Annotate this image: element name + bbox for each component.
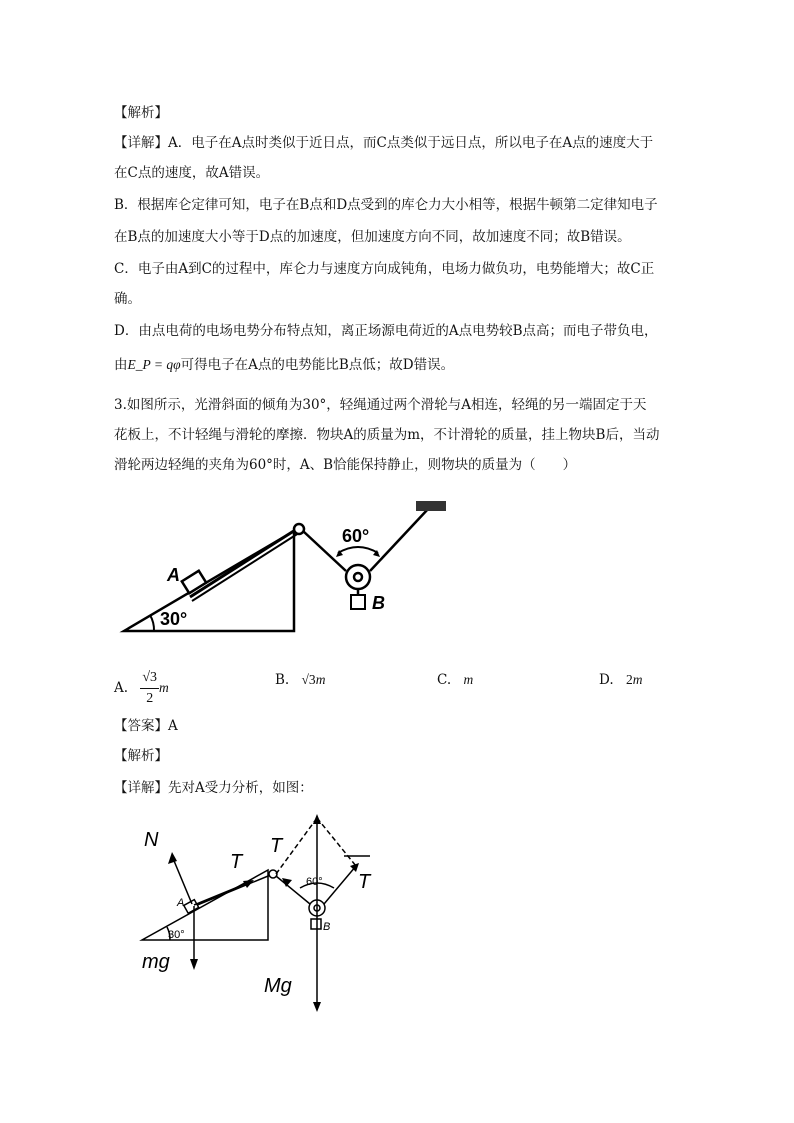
analysis-heading-top: 【解析】 — [114, 105, 168, 121]
label-a: A — [167, 565, 180, 585]
tension-arrow-a — [194, 882, 250, 905]
question-line1: 3.如图所示，光滑斜面的倾角为30°，轻绳通过两个滑轮与A相连，轻绳的另一端固定于天 — [114, 397, 647, 413]
option-a-numerator: √3 — [140, 668, 159, 689]
rope-on-incline — [190, 527, 300, 597]
option-d-var: m — [632, 672, 643, 687]
option-b-letter: B. — [275, 672, 290, 688]
explanation-c-line1: C．电子由A到C的过程中，库仑力与速度方向成钝角，电场力做负功，电势能增大；故C正 — [114, 261, 655, 277]
label-big-mg: Mg — [264, 975, 292, 997]
label-mg: mg — [142, 951, 170, 973]
block-b — [351, 595, 365, 609]
block-b-2 — [311, 919, 321, 929]
explanation-d-line1: D．由点电荷的电场电势分布特点知，离正场源电荷近的A点电势较B点高；而电子带负电， — [114, 323, 658, 339]
incline-angle-label: 30° — [160, 609, 188, 629]
pulley-angle-label-2: 60° — [306, 876, 323, 888]
explanation-c-line2: 确。 — [114, 291, 141, 307]
rope-2 — [190, 874, 273, 908]
explanation-a-line2: 在C点的速度，故A错误。 — [114, 165, 270, 181]
explanation-a-line1: 【详解】A．电子在A点时类似于近日点，而C点类似于远日点，所以电子在A点的速度大于 — [114, 135, 654, 151]
force-analysis-figure — [130, 808, 390, 1018]
explanation-b-line1: B．根据库仑定律可知，电子在B点和D点受到的库仑力大小相等，根据牛顿第二定律知电子 — [114, 197, 658, 213]
option-b-var: m — [315, 672, 326, 687]
answer: 【答案】A — [114, 718, 178, 734]
ceiling-mount — [416, 501, 446, 511]
dashed-right — [317, 818, 356, 866]
question-line2: 花板上，不计轻绳与滑轮的摩擦．物块A的质量为m，不计滑轮的质量，挂上物块B后，当动 — [114, 427, 660, 443]
label-b: B — [372, 593, 385, 613]
label-a-2: A — [177, 897, 185, 909]
analysis-heading: 【解析】 — [114, 748, 168, 764]
rope-to-ceiling — [370, 509, 428, 571]
incline-angle-arc — [150, 615, 154, 631]
label-n: N — [144, 829, 159, 851]
option-c-var: m — [463, 672, 474, 687]
potential-energy-formula: E_P = qφ — [127, 357, 181, 372]
incline-pulley-figure — [110, 495, 460, 640]
normal-force-arrowhead — [168, 852, 177, 864]
option-c[interactable] — [437, 670, 473, 690]
explanation-d-line2 — [114, 355, 454, 375]
up-arrowhead — [313, 814, 321, 824]
label-t2: T — [270, 835, 283, 857]
option-a-var: m — [159, 680, 169, 695]
pulley-angle-label: 60° — [342, 526, 370, 546]
pulley-angle-arc — [338, 547, 378, 553]
option-a-letter: A. — [114, 680, 129, 696]
option-b-value: √3 — [301, 672, 316, 687]
question-line3: 滑轮两边轻绳的夹角为60°时，A、B恰能保持静止，则物块的质量为（ ） — [114, 457, 577, 473]
explanation-d-line2-pre: 由 — [114, 357, 128, 373]
detail-intro: 【详解】先对A受力分析，如图： — [114, 780, 313, 796]
label-t1: T — [230, 851, 243, 873]
explanation-b-line2: 在B点的加速度大小等于D点的加速度，但加速度方向不同，故加速度不同；故B错误。 — [114, 229, 631, 245]
label-b-2: B — [323, 921, 331, 933]
option-d-letter: D. — [599, 672, 614, 688]
option-d-value: 2 — [625, 672, 633, 687]
label-t3: T — [358, 871, 371, 893]
option-b[interactable] — [275, 670, 325, 690]
option-d[interactable] — [599, 670, 642, 690]
option-a[interactable] — [114, 668, 169, 709]
incline-angle-label-2: 30° — [168, 929, 185, 941]
explanation-d-line2-post: 可得电子在A点的电势能比B点低；故D错误。 — [180, 357, 455, 373]
top-pulley — [294, 524, 304, 534]
rope-left-to-pulley — [276, 876, 310, 904]
down-arrowhead — [313, 1002, 321, 1012]
weight-arrowhead-a — [190, 959, 198, 970]
option-c-letter: C. — [437, 672, 452, 688]
option-a-fraction — [140, 668, 159, 709]
option-a-denominator: 2 — [146, 691, 154, 706]
